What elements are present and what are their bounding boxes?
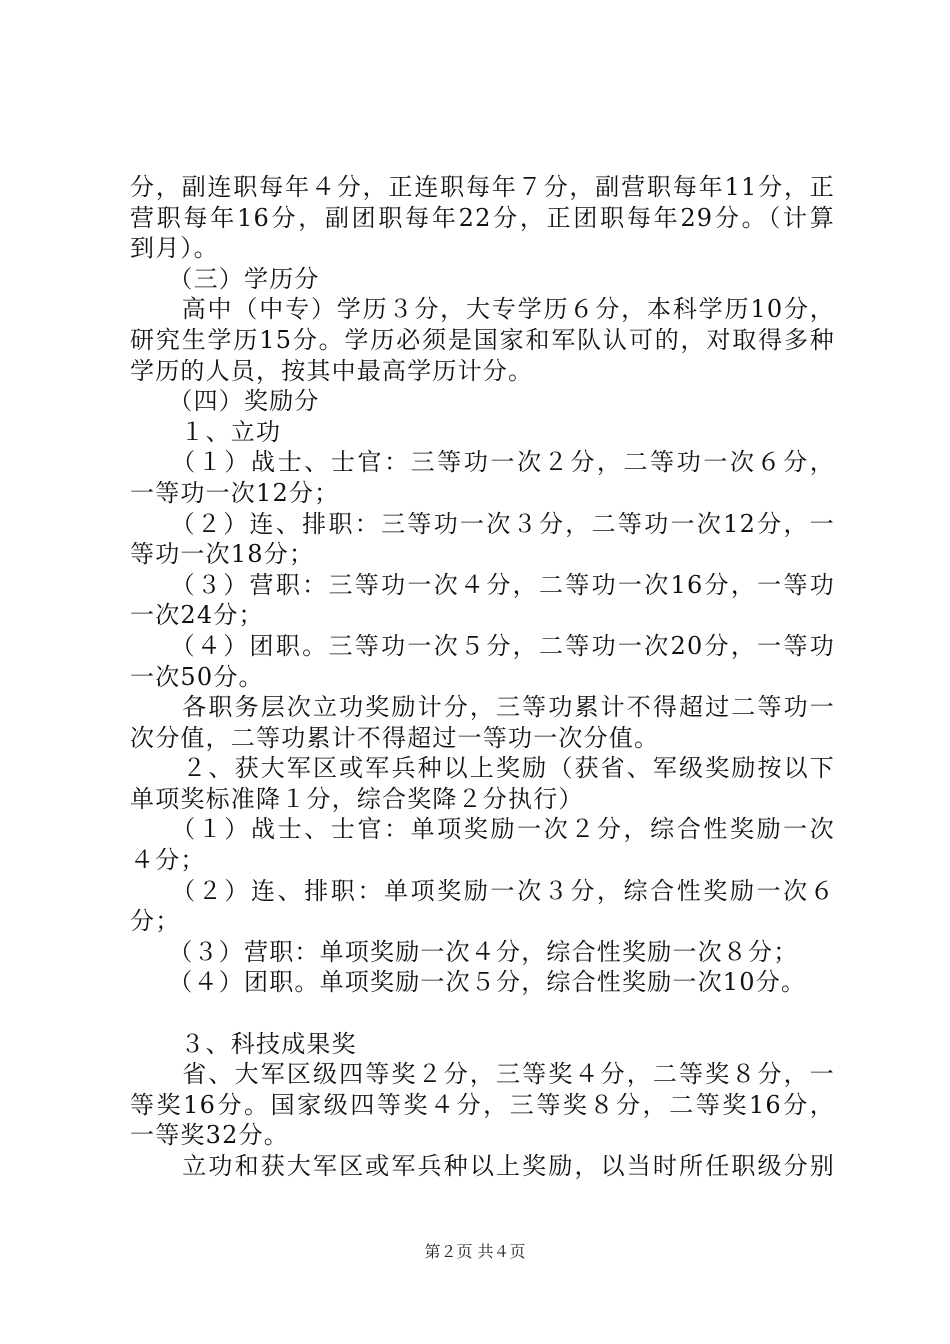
text-line: （３）营职：单项奖励一次４分，综合性奖励一次８分； [130, 937, 799, 966]
text-line: 一次24分； [130, 601, 264, 630]
text-line: （４）团职。三等功一次５分，二等功一次20分，一等功 [130, 631, 835, 660]
page-footer: 第２页 共４页 [424, 1242, 526, 1261]
text-line: 等功一次18分； [130, 540, 315, 569]
text-line: 一次50分。 [130, 662, 264, 691]
text-line: 次分值，二等功累计不得超过一等功一次分值。 [130, 723, 660, 752]
text-line: （３）营职：三等功一次４分，二等功一次16分，一等功 [130, 570, 835, 599]
text-line: （１）战士、士官：三等功一次２分，二等功一次６分， [130, 448, 835, 477]
text-line: 立功和获大军区或军兵种以上奖励，以当时所任职级分别 [130, 1152, 835, 1180]
text-line: 到月）。 [130, 234, 219, 263]
text-line: 学历的人员，按其中最高学历计分。 [130, 356, 534, 385]
text-line: （三）学历分 [130, 264, 320, 293]
text-line: 一等功一次12分； [130, 478, 340, 507]
text-line: （１）战士、士官：单项奖励一次２分，综合性奖励一次 [130, 815, 835, 844]
text-line: ４分； [130, 846, 206, 875]
text-line: 单项奖标准降１分，综合奖降２分执行） [130, 784, 584, 813]
text-line: ２、获大军区或军兵种以上奖励（获省、军级奖励按以下 [130, 754, 835, 783]
text-line: 等奖16分。国家级四等奖４分，三等奖８分，二等奖16分， [130, 1090, 835, 1119]
text-line: 分； [130, 907, 181, 936]
text-line: （２）连、排职：三等功一次３分，二等功一次12分，一 [130, 509, 835, 538]
text-line: （２）连、排职：单项奖励一次３分，综合性奖励一次６ [130, 876, 835, 905]
document-body [130, 172, 835, 1182]
text-line: 省、大军区级四等奖２分，三等奖４分，二等奖８分，一 [130, 1060, 835, 1089]
text-line: 研究生学历15分。学历必须是国家和军队认可的，对取得多种 [130, 325, 835, 354]
text-line: ３、科技成果奖 [130, 1029, 357, 1058]
text-line: 分，副连职每年４分，正连职每年７分，副营职每年11分，正 [130, 173, 835, 201]
text-line: 各职务层次立功奖励计分，三等功累计不得超过二等功一 [130, 693, 835, 722]
text-line: （四）奖励分 [130, 387, 320, 416]
text-line: 高中（中专）学历３分，大专学历６分，本科学历10分， [130, 295, 835, 324]
text-line: 营职每年16分，副团职每年22分，正团职每年29分。（计算 [130, 203, 835, 232]
text-line: １、立功 [130, 417, 282, 446]
text-line: 一等奖32分。 [130, 1121, 289, 1150]
text-line: （４）团职。单项奖励一次５分，综合性奖励一次10分。 [130, 968, 807, 997]
blank-line [130, 998, 835, 1029]
